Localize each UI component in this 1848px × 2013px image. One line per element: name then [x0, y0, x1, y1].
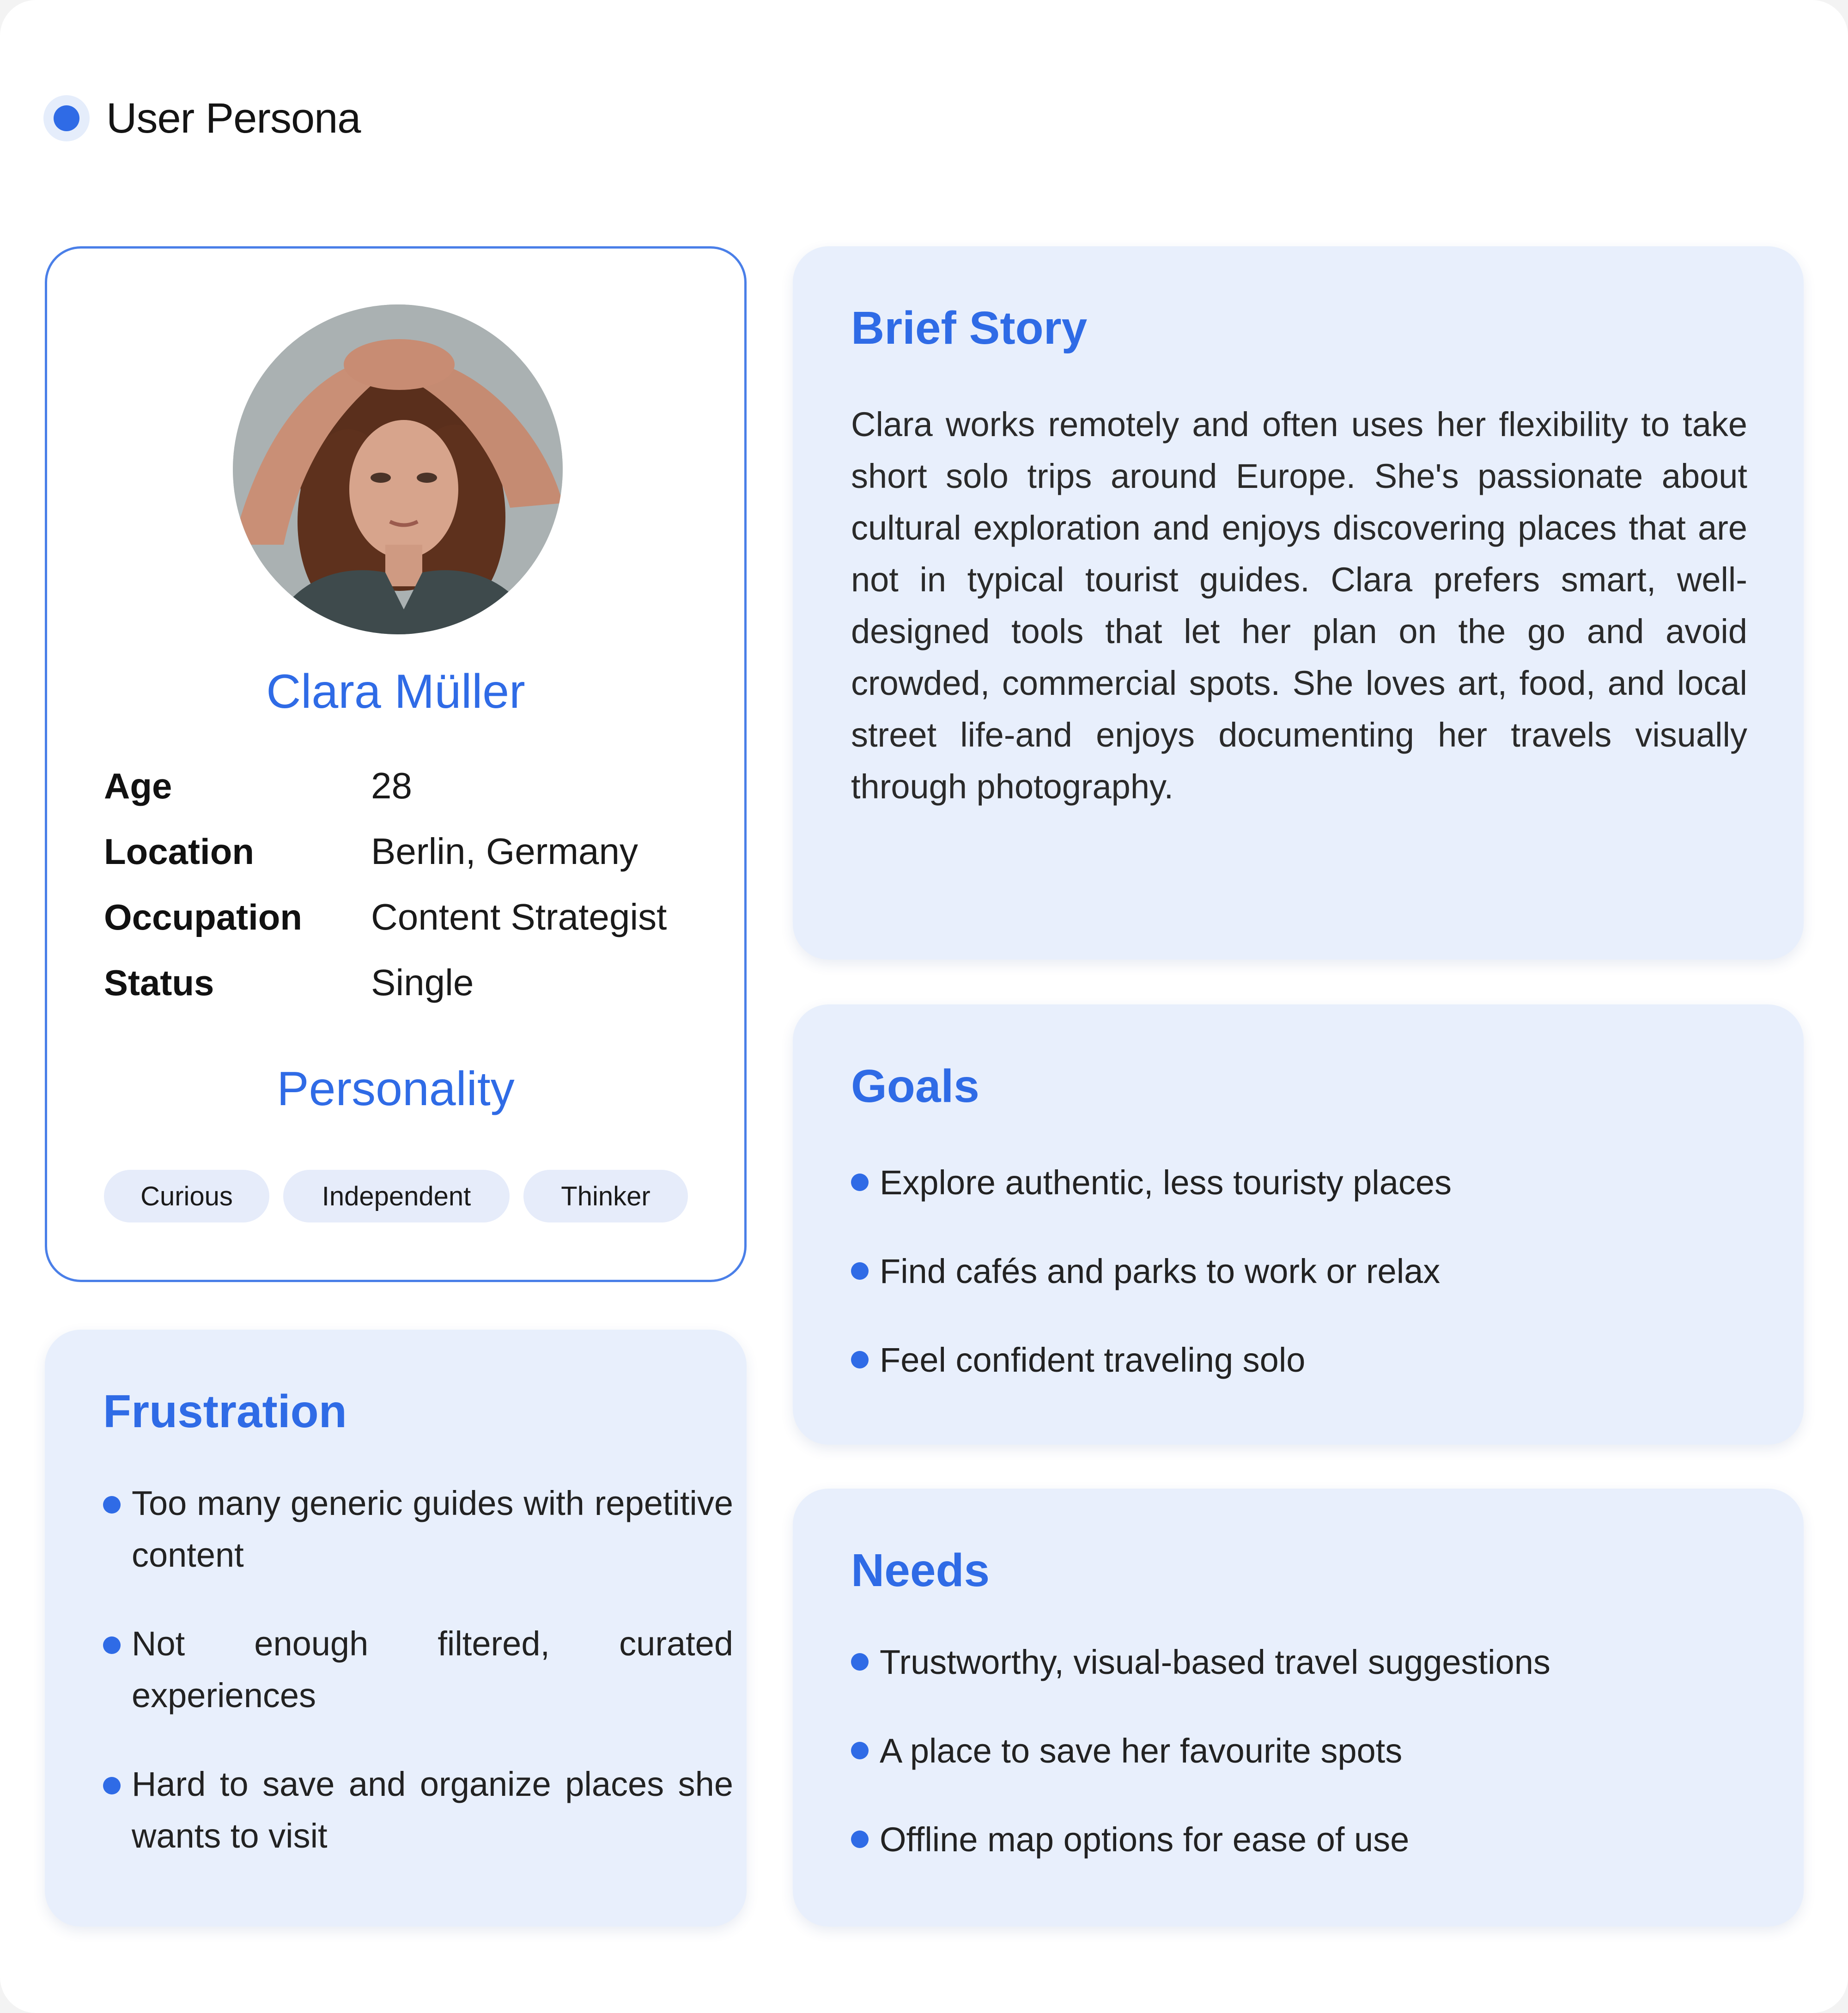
info-value: Content Strategist	[371, 896, 667, 937]
frustration-title: Frustration	[103, 1386, 347, 1437]
info-value: 28	[371, 765, 412, 806]
list-item: Find cafés and parks to work or relax	[851, 1246, 1452, 1334]
story-title: Brief Story	[851, 302, 1088, 354]
list-item: Too many generic guides with repetitive content	[103, 1478, 733, 1581]
list-item: Offline map options for ease of use	[851, 1814, 1550, 1903]
persona-name: Clara Müller	[266, 665, 525, 718]
info-value: Single	[371, 962, 474, 1003]
avatar-photo	[233, 304, 563, 634]
list-item: Trustworthy, visual-based travel suggestions	[851, 1636, 1550, 1725]
needs-card	[793, 1489, 1804, 1927]
info-label: Occupation	[104, 896, 303, 937]
dot-icon	[43, 95, 90, 141]
profile-card	[45, 246, 747, 1282]
goals-title: Goals	[851, 1060, 979, 1112]
tag-thinker: Thinker	[523, 1170, 688, 1222]
info-row-occupation	[104, 894, 717, 940]
list-item: Not enough filtered, curated experiences	[103, 1618, 733, 1721]
info-value: Berlin, Germany	[371, 831, 638, 872]
story-text: Clara works remotely and often uses her flexibility to take short solo trips around Europe. She's passionate about cultural exploration and enjoys discovering places that are not in typical tourist guides. Clara prefers smart, well-designed tools that let her plan on the go and avoid crowded, commercial spots. She loves art, food, and local street life-and enjoys documenting her travels visually through photography.	[851, 405, 1747, 806]
list-item: Explore authentic, less touristy places	[851, 1157, 1452, 1246]
tag-independent: Independent	[283, 1170, 510, 1222]
story-card	[793, 246, 1804, 960]
info-row-status	[104, 960, 717, 1006]
tag-curious: Curious	[104, 1170, 269, 1222]
list-item: A place to save her favourite spots	[851, 1725, 1550, 1814]
info-label: Age	[104, 765, 172, 806]
frustration-list	[103, 1478, 733, 1899]
info-row-age	[104, 763, 717, 809]
frustration-card	[45, 1330, 747, 1927]
page-title: User Persona	[106, 94, 361, 142]
personality-title: Personality	[277, 1062, 515, 1116]
goals-card	[793, 1004, 1804, 1445]
needs-list	[851, 1636, 1550, 1903]
info-label: Status	[104, 962, 214, 1003]
list-item: Feel confident traveling solo	[851, 1334, 1452, 1423]
info-row-location	[104, 828, 717, 875]
page-header	[43, 91, 360, 146]
needs-title: Needs	[851, 1545, 990, 1596]
goals-list	[851, 1157, 1452, 1423]
info-label: Location	[104, 831, 254, 872]
list-item: Hard to save and organize places she wants to visit	[103, 1758, 733, 1862]
personality-tags	[104, 1170, 702, 1222]
